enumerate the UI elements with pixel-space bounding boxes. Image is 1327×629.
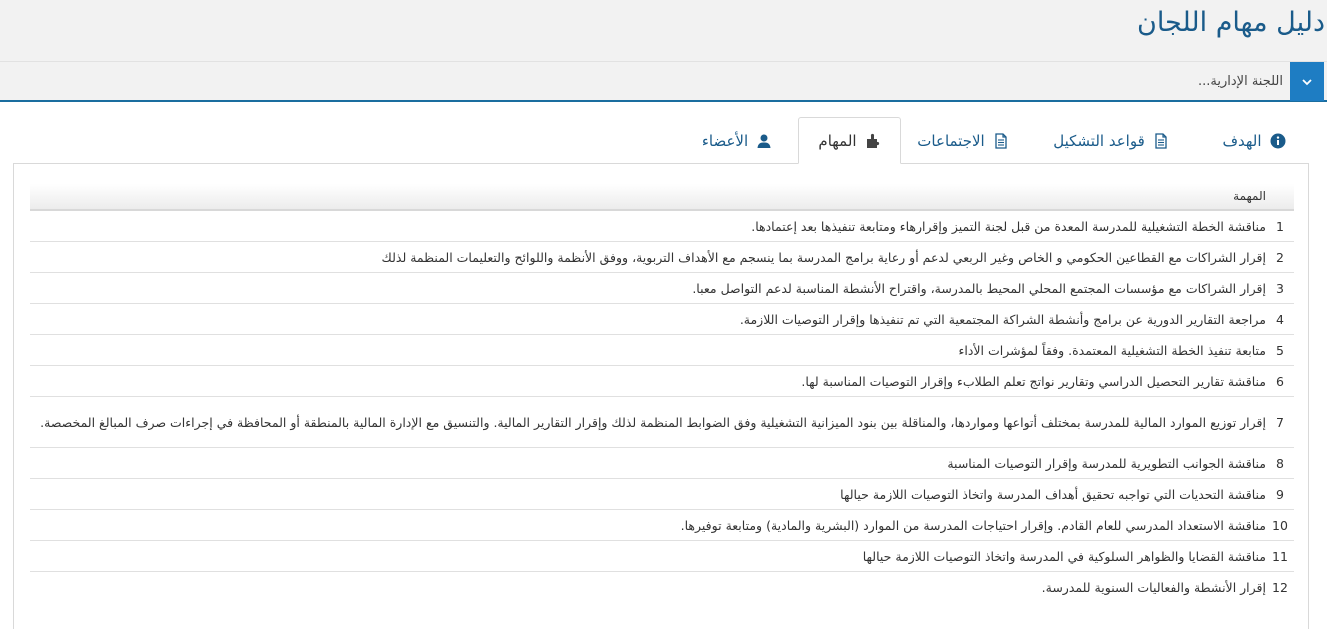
tab-label: المهام xyxy=(818,131,857,150)
info-circle-icon xyxy=(1270,133,1286,149)
table-row xyxy=(30,397,1294,448)
task-text: مناقشة التحديات التي تواجبه تحقيق أهداف المدرسة واتخاذ التوصيات اللازمة حيالها xyxy=(840,486,1266,502)
row-number: 9 xyxy=(1276,486,1284,502)
table-row xyxy=(30,211,1294,242)
tab-label: قواعد التشكيل xyxy=(1053,131,1145,150)
table-row xyxy=(30,510,1294,541)
table-row xyxy=(30,335,1294,366)
user-icon xyxy=(756,133,772,149)
row-number: 5 xyxy=(1276,342,1284,358)
table-row xyxy=(30,273,1294,304)
table-row xyxy=(30,304,1294,335)
table-header xyxy=(30,184,1294,211)
tab-label: الاجتماعات xyxy=(917,131,985,150)
tab-tasks[interactable] xyxy=(798,117,901,164)
tab-goal[interactable] xyxy=(1199,117,1309,164)
row-number: 11 xyxy=(1272,548,1288,564)
page-header xyxy=(0,0,1327,61)
column-header-task: المهمة xyxy=(1233,189,1266,203)
row-number: 4 xyxy=(1276,311,1284,327)
task-text: إقرار الشراكات مع مؤسسات المجتمع المحلي المحيط بالمدرسة، واقتراح الأنشطة المناسبة لدعم التواصل معبا. xyxy=(692,280,1266,296)
committee-selector-value: اللجنة الإدارية... xyxy=(1198,74,1283,89)
committee-selector[interactable] xyxy=(0,61,1327,102)
row-number: 10 xyxy=(1272,517,1288,533)
tab-formation-rules[interactable] xyxy=(1031,117,1191,164)
table-row xyxy=(30,479,1294,510)
table-row xyxy=(30,541,1294,572)
table-row xyxy=(30,366,1294,397)
table-row xyxy=(30,448,1294,479)
task-text: مناقشة الاستعداد المدرسي للعام القادم. وإقرار احتياجات المدرسة من الموارد (البشرية والمادية) ومتابعة توفيرها. xyxy=(680,517,1266,533)
tasks-panel xyxy=(13,163,1309,629)
task-text: مناقشة القضايا والظواهر السلوكية في المدرسة واتخاذ التوصيات اللازمة حيالها xyxy=(862,548,1266,564)
row-number: 3 xyxy=(1276,280,1284,296)
row-number: 2 xyxy=(1276,249,1284,265)
puzzle-icon xyxy=(865,133,881,149)
row-number: 1 xyxy=(1276,218,1284,234)
table-row xyxy=(30,572,1294,603)
row-number: 8 xyxy=(1276,455,1284,471)
table-row xyxy=(30,242,1294,273)
row-number: 6 xyxy=(1276,373,1284,389)
task-text: إقرار توزيع الموارد المالية للمدرسة بمختلف أتواعها ومواردها، والمناقلة بين بنود الميزانية التشغيلية وفق الضوابط المنظمة لذلك وإقرار التقارير المالية. والتنسيق مع الإدارة المالية بالمنطقة أو المحافظة في إجراءات صرف المبالغ المخصصة. xyxy=(40,414,1266,430)
task-text: إقرار الأنشطة والفعاليات السنوية للمدرسة. xyxy=(1041,580,1266,595)
tab-meetings[interactable] xyxy=(901,117,1025,164)
tab-members[interactable] xyxy=(687,117,787,164)
document-icon xyxy=(1153,133,1169,149)
chevron-down-icon xyxy=(1301,76,1313,88)
task-text: متابعة تنفيذ الخطة التشغيلية المعتمدة. وفقاً لمؤشرات الأداء xyxy=(958,342,1266,358)
document-icon xyxy=(993,133,1009,149)
task-text: مناقشة الخطة التشغيلية للمدرسة المعدة من قبل لجنة التميز وإقرارهاء ومتابعة تنفيذها بعد إعتمادها. xyxy=(751,218,1266,234)
tab-label: الأعضاء xyxy=(701,131,749,150)
task-text: مراجعة التقارير الدورية عن برامج وأنشطة الشراكة المجتمعية التي تم تنفيذها وإقرار التوصيات اللازمة. xyxy=(739,311,1266,327)
task-text: مناقشة تقارير التحصيل الدراسي وتقارير نواتج تعلم الطلابء وإقرار التوصيات المناسبة لها. xyxy=(801,373,1266,389)
task-text: إقرار الشراكات مع القطاعين الحكومي و الخاص وغير الربعي لدعم أو رعاية برامج المدرسة بما ينسجم مع الأهداف التربوية، ووفق الأنظمة واللوائح والتعليمات المنظمة لذلك xyxy=(381,249,1266,265)
tab-bar xyxy=(0,117,1327,164)
page-title: دليل مهام اللجان xyxy=(1136,7,1325,38)
tasks-table-body xyxy=(30,211,1294,603)
row-number: 12 xyxy=(1272,580,1288,595)
task-text: مناقشة الجوانب التطويرية للمدرسة وإقرار التوصيات المناسبة xyxy=(947,455,1266,471)
dropdown-toggle-button[interactable] xyxy=(1290,62,1324,101)
row-number: 7 xyxy=(1276,414,1284,430)
tab-label: الهدف xyxy=(1222,131,1262,150)
